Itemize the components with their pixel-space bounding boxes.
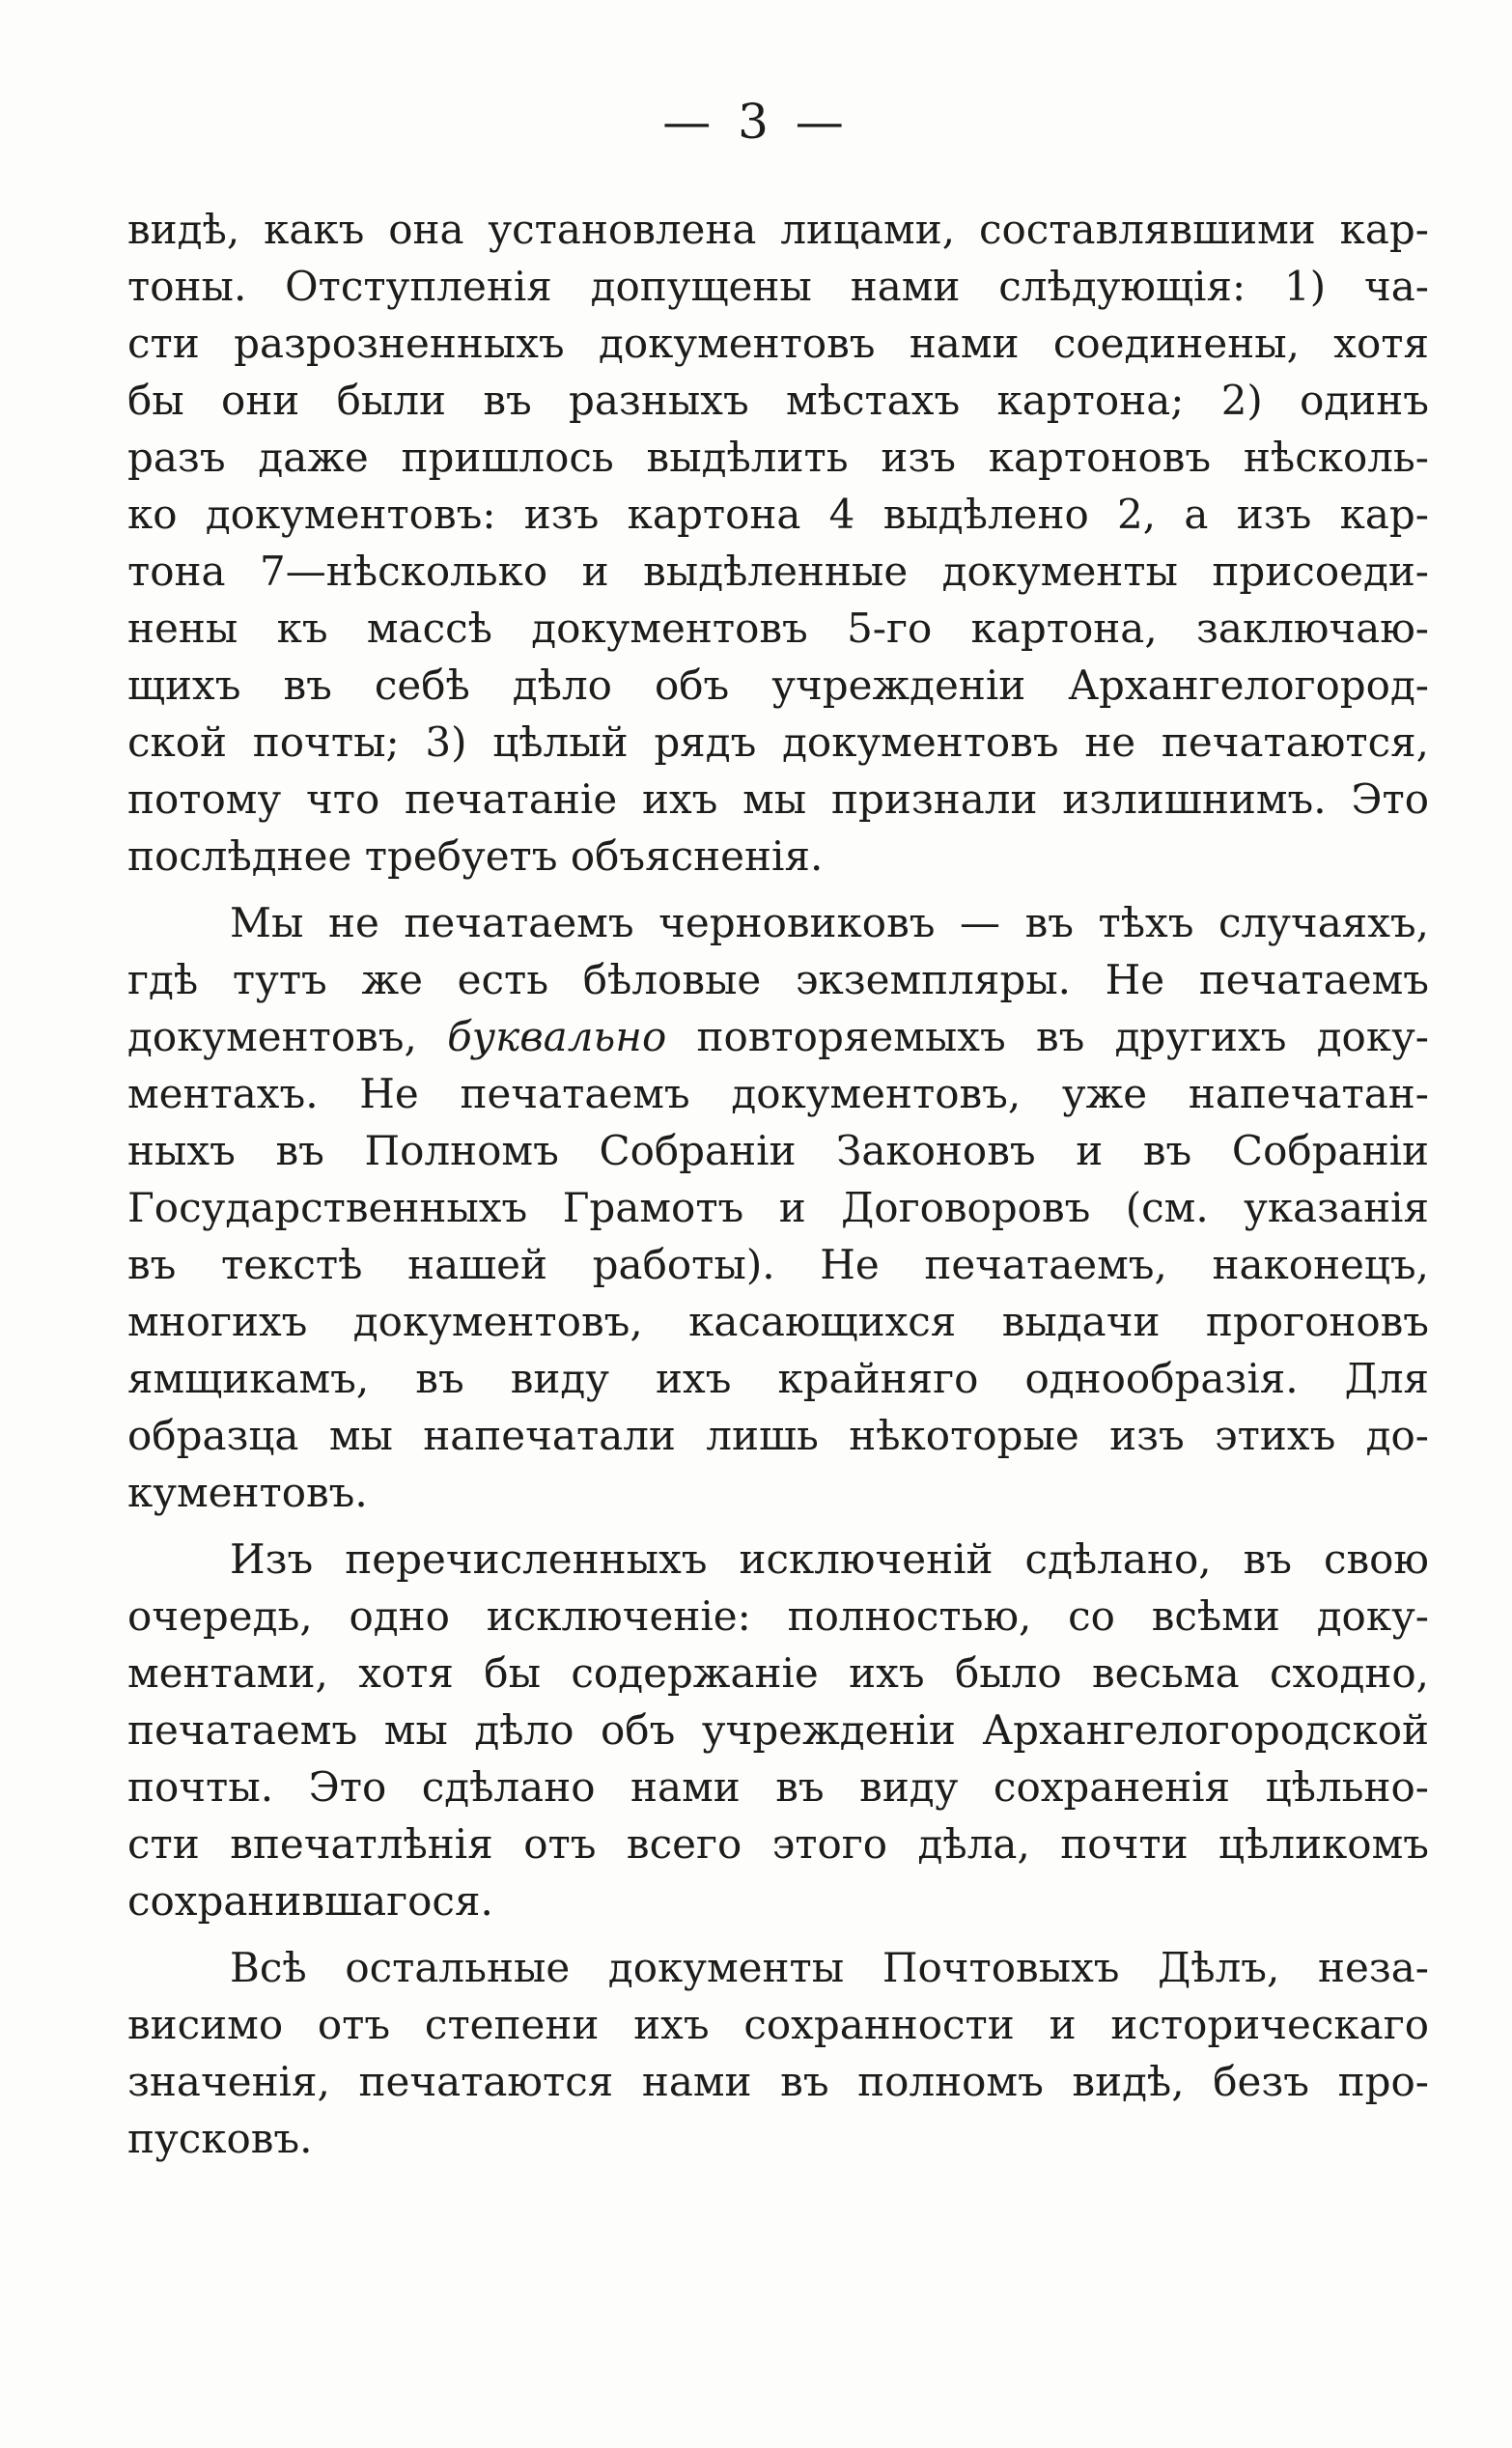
text-line: пусковъ. bbox=[127, 2115, 313, 2162]
text-line: Всѣ остальные документы Почтовыхъ Дѣлъ, неза- bbox=[230, 1944, 1429, 1991]
text-line: сохранившагося. bbox=[127, 1877, 493, 1925]
text-line: Мы не печатаемъ черновиковъ — въ тѣхъ случаяхъ, bbox=[230, 899, 1429, 946]
text-line: гдѣ тутъ же есть бѣловые экземпляры. Не печатаемъ bbox=[127, 956, 1429, 1003]
text-line: тоны. Отступленія допущены нами слѣдующія: 1) ча- bbox=[127, 263, 1429, 310]
paragraph-2 bbox=[127, 894, 1429, 1521]
text-line: почты. Это сдѣлано нами въ виду сохраненія цѣльно- bbox=[127, 1763, 1429, 1811]
text-line italic-line: документовъ, буквально повторяемыхъ въ другихъ доку- bbox=[127, 1013, 1429, 1060]
paragraph-3 bbox=[127, 1531, 1429, 1929]
text-line: потому что печатаніе ихъ мы признали излишнимъ. Это bbox=[127, 775, 1429, 823]
text-line: висимо отъ степени ихъ сохранности и историческаго bbox=[127, 2001, 1429, 2048]
text-line: образца мы напечатали лишь нѣкоторые изъ этихъ до- bbox=[127, 1412, 1429, 1459]
text-line: ныхъ въ Полномъ Собраніи Законовъ и въ Собраніи bbox=[127, 1127, 1429, 1174]
paragraph-4 bbox=[127, 1939, 1429, 2167]
paragraph-1 bbox=[127, 201, 1429, 885]
page-number: — 3 — bbox=[662, 94, 850, 150]
text-line: очередь, одно исключеніе: полностью, со всѣми доку- bbox=[127, 1592, 1429, 1640]
text-line: Государственныхъ Грамотъ и Договоровъ (см. указанія bbox=[127, 1184, 1429, 1231]
text-line: послѣднее требуетъ объясненія. bbox=[127, 832, 824, 880]
text-line: значенія, печатаются нами въ полномъ видѣ, безъ про- bbox=[127, 2058, 1429, 2105]
text-line: печатаемъ мы дѣло объ учрежденіи Архангелогородской bbox=[127, 1706, 1429, 1754]
text-line: разъ даже пришлось выдѣлить изъ картоновъ нѣсколь- bbox=[127, 434, 1429, 481]
text-line: сти разрозненныхъ документовъ нами соединены, хотя bbox=[127, 320, 1429, 367]
text-line: видѣ, какъ она установлена лицами, составлявшими кар- bbox=[127, 206, 1429, 253]
text-line: многихъ документовъ, касающихся выдачи прогоновъ bbox=[127, 1298, 1429, 1345]
italic-word: буквально bbox=[447, 1013, 667, 1060]
text-line: ской почты; 3) цѣлый рядъ документовъ не печатаются, bbox=[127, 718, 1429, 766]
text-line: бы они были въ разныхъ мѣстахъ картона; 2) одинъ bbox=[127, 377, 1429, 424]
text-line: нены къ массѣ документовъ 5-го картона, заключаю- bbox=[127, 605, 1429, 652]
text-line: щихъ въ себѣ дѣло объ учрежденіи Архангелогород- bbox=[127, 661, 1429, 709]
text-line: ко документовъ: изъ картона 4 выдѣлено 2, а изъ кар- bbox=[127, 491, 1429, 538]
text-line: ментами, хотя бы содержаніе ихъ было весьма сходно, bbox=[127, 1649, 1429, 1697]
body-text bbox=[127, 201, 1429, 2167]
text-line: кументовъ. bbox=[127, 1469, 368, 1516]
text-line: въ текстѣ нашей работы). Не печатаемъ, наконецъ, bbox=[127, 1241, 1429, 1288]
text-line: ментахъ. Не печатаемъ документовъ, уже напечатан- bbox=[127, 1070, 1429, 1117]
text-line: тона 7—нѣсколько и выдѣленные документы присоеди- bbox=[127, 548, 1429, 595]
text-line: сти впечатлѣнія отъ всего этого дѣла, почти цѣликомъ bbox=[127, 1820, 1429, 1868]
text-line: ямщикамъ, въ виду ихъ крайняго однообразія. Для bbox=[127, 1355, 1429, 1402]
text-line: Изъ перечисленныхъ исключеній сдѣлано, въ свою bbox=[230, 1535, 1429, 1583]
